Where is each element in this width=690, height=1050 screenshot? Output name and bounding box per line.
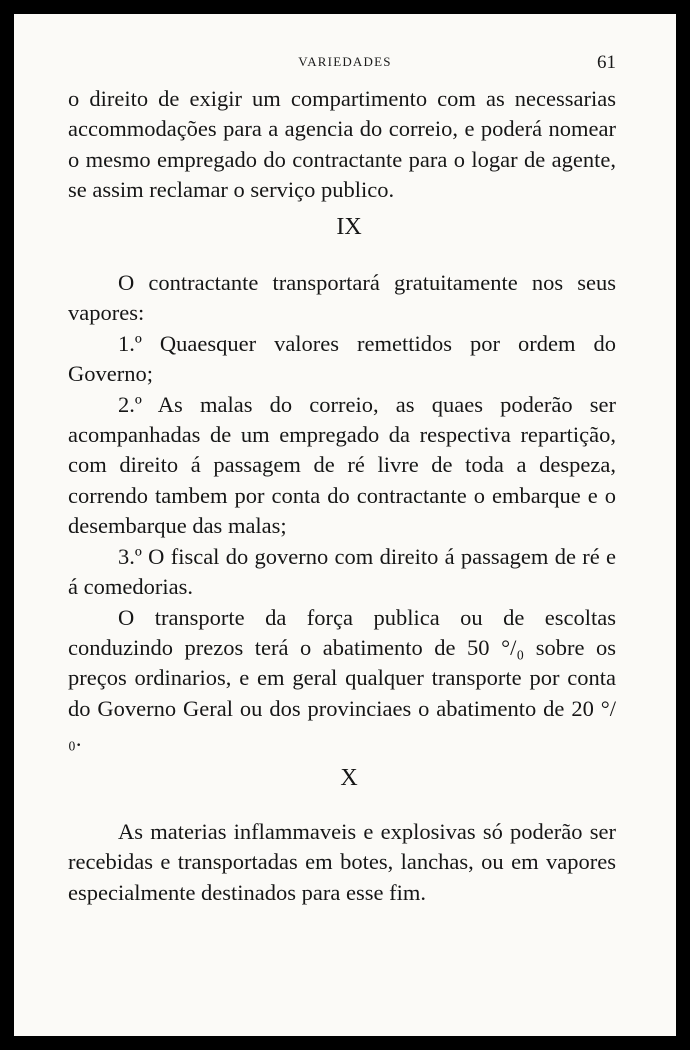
book-page (14, 14, 676, 1036)
body-text (68, 84, 616, 908)
paragraph-intro: o direito de exigir um compartimento com as necessarias accommodações para a agencia do correio, e poderá nomear o mesmo empregado do contractante para o logar de agente, se assim reclamar o serviço publico. (68, 86, 616, 203)
page-number: 61 (597, 52, 616, 73)
paragraph-ix-lead: O contractante transportará gratuitamente nos seus vapores: (68, 270, 616, 326)
section-heading-x: X (340, 764, 358, 791)
section-heading-ix: IX (336, 213, 362, 240)
paragraph-transporte: O transporte da força publica ou de escoltas conduzindo prezos terá o abatimento de 50 °/₀ sobre os preços ordinarios, e em geral qualquer transporte por conta do Governo Geral ou dos provinciaes o abatimento de 20 °/₀. (68, 604, 616, 752)
page-header (14, 52, 676, 72)
list-item-1: 1.º Quaesquer valores remettidos por ordem do Governo; (68, 330, 616, 387)
list-item-3: 3.º O fiscal do governo com direito á passagem de ré e á comedorias. (68, 543, 616, 600)
list-item-2: 2.º As malas do correio, as quaes poderão ser acompanhadas de um empregado da respectiva repartição, com direito á passagem de ré livre de toda a despeza, correndo tambem por conta do contractante o embarque e o desembarque das malas; (68, 391, 616, 539)
running-title: VARIEDADES (298, 54, 392, 69)
paragraph-materias: As materias inflammaveis e explosivas só poderão ser recebidas e transportadas em botes, lanchas, ou em vapores especialmente destinados para esse fim. (68, 818, 616, 905)
